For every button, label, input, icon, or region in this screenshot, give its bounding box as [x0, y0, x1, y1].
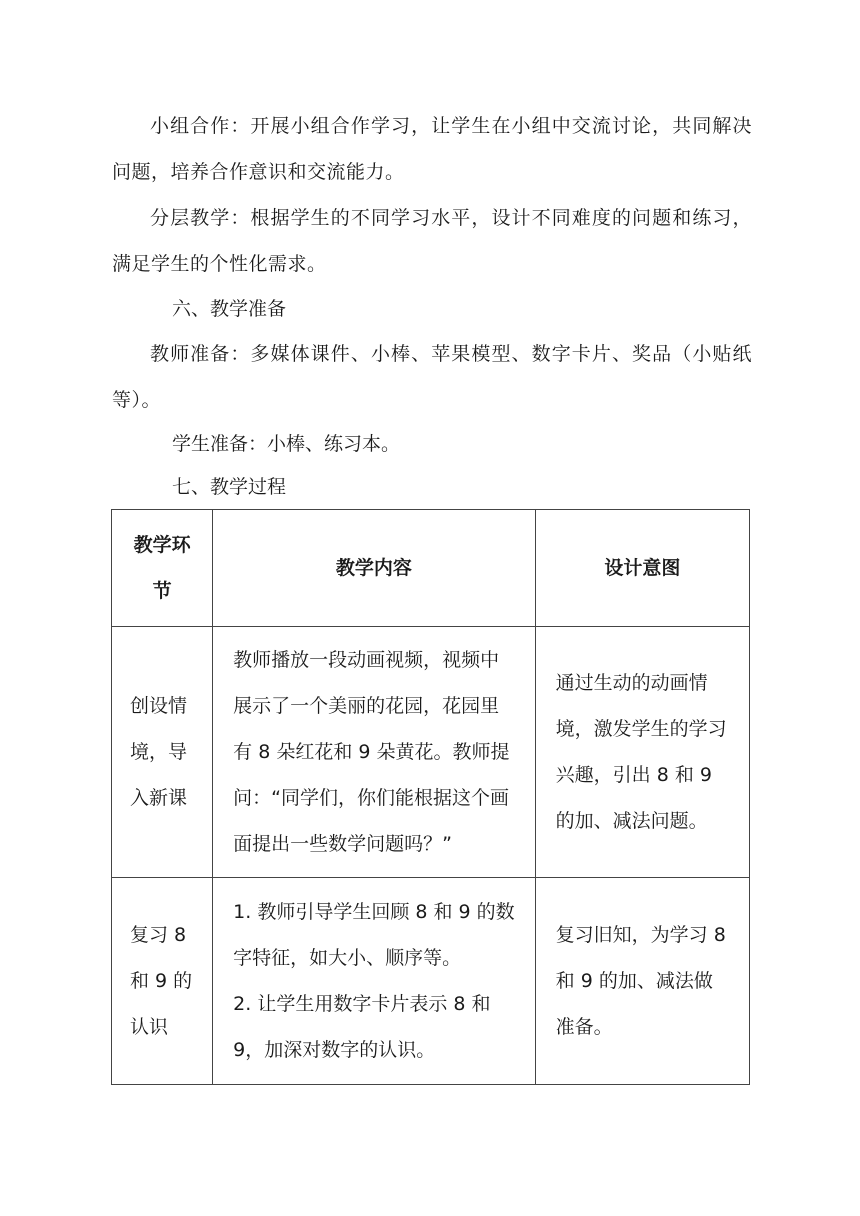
teaching-process-table [111, 509, 750, 1085]
section-heading-process: 七、教学过程 [172, 476, 287, 498]
cell-content: 教师播放一段动画视频，视频中展示了一个美丽的花园，花园里有 8 朵红花和 9 朵黄花。教师提问：“同学们，你们能根据这个画面提出一些数学问题吗？” [213, 627, 536, 878]
content-line: 1. 教师引导学生回顾 8 和 9 的数字特征，如大小、顺序等。 [233, 901, 515, 969]
cell-intent: 通过生动的动画情境，激发学生的学习兴趣，引出 8 和 9 的加、减法问题。 [535, 627, 749, 878]
header-content: 教学内容 [213, 510, 536, 627]
cell-content [213, 878, 536, 1085]
paragraph-teacher-prep: 教师准备：多媒体课件、小棒、苹果模型、数字卡片、奖品（小贴纸等）。 [112, 343, 752, 411]
cell-stage: 复习 8 和 9 的认识 [112, 878, 213, 1085]
table-row [112, 627, 750, 878]
paragraph-student-prep: 学生准备：小棒、练习本。 [172, 433, 401, 455]
paragraph-tiered-teaching: 分层教学：根据学生的不同学习水平，设计不同难度的问题和练习，满足学生的个性化需求。 [112, 207, 752, 275]
cell-stage: 创设情境，导入新课 [112, 627, 213, 878]
table-header-row [112, 510, 750, 627]
header-stage: 教学环节 [112, 510, 213, 627]
paragraph-group-work: 小组合作：开展小组合作学习，让学生在小组中交流讨论，共同解决问题，培养合作意识和交流能力。 [112, 115, 752, 183]
header-intent: 设计意图 [535, 510, 749, 627]
table-row [112, 878, 750, 1085]
content-line: 2. 让学生用数字卡片表示 8 和 9，加深对数字的认识。 [233, 993, 491, 1061]
cell-intent: 复习旧知，为学习 8 和 9 的加、减法做准备。 [535, 878, 749, 1085]
section-heading-preparation: 六、教学准备 [172, 298, 287, 320]
